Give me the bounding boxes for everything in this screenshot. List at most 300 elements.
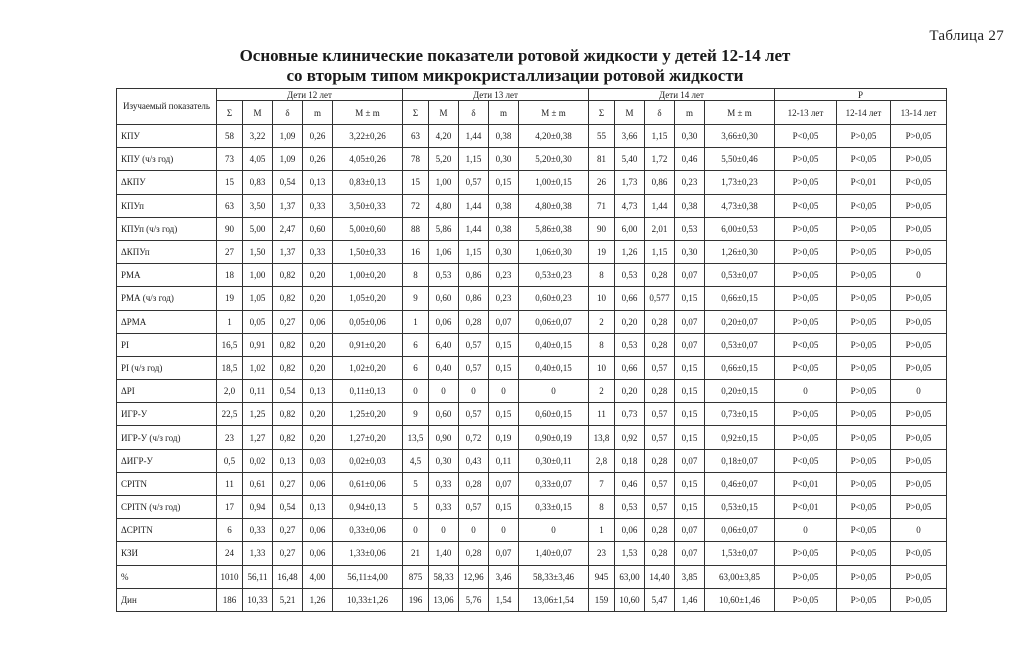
- value-cell: 1,00: [429, 171, 459, 194]
- value-cell: 1,25: [243, 403, 273, 426]
- indicator-name-cell: PI (ч/з год): [117, 356, 217, 379]
- value-cell: 0,38: [489, 217, 519, 240]
- value-cell: 0,15: [489, 356, 519, 379]
- value-cell: 11: [589, 403, 615, 426]
- value-cell: 3,22: [243, 125, 273, 148]
- value-cell: 0,57: [645, 403, 675, 426]
- value-cell: P>0,05: [775, 542, 837, 565]
- value-cell: 58: [217, 125, 243, 148]
- value-cell: 0,91±0,20: [333, 333, 403, 356]
- value-cell: 1,44: [459, 194, 489, 217]
- value-cell: 0,07: [675, 449, 705, 472]
- header-row-groups: [117, 89, 947, 101]
- value-cell: 0,86: [459, 287, 489, 310]
- value-cell: 1,73±0,23: [705, 171, 775, 194]
- value-cell: P<0,05: [837, 496, 891, 519]
- value-cell: 56,11±4,00: [333, 565, 403, 588]
- value-cell: 0: [775, 380, 837, 403]
- value-cell: 0: [891, 264, 947, 287]
- value-cell: 0,57: [459, 333, 489, 356]
- value-cell: 8: [589, 333, 615, 356]
- p-subcolumn-header: 12-13 лет: [775, 101, 837, 125]
- value-cell: 90: [217, 217, 243, 240]
- value-cell: 0,57: [645, 496, 675, 519]
- value-cell: P>0,05: [891, 356, 947, 379]
- value-cell: 0,18±0,07: [705, 449, 775, 472]
- value-cell: 0,33: [243, 519, 273, 542]
- value-cell: 0: [403, 380, 429, 403]
- value-cell: 0,02: [243, 449, 273, 472]
- table-row: [117, 356, 947, 379]
- value-cell: 0,82: [273, 426, 303, 449]
- table-row: [117, 125, 947, 148]
- value-cell: 21: [403, 542, 429, 565]
- value-cell: 0,18: [615, 449, 645, 472]
- value-cell: P>0,05: [891, 125, 947, 148]
- value-cell: 1010: [217, 565, 243, 588]
- value-cell: 1,50: [243, 240, 273, 263]
- value-cell: 1,15: [459, 148, 489, 171]
- indicator-name-cell: ΔИГР-У: [117, 449, 217, 472]
- indicator-name-cell: ΔCPITN: [117, 519, 217, 542]
- value-cell: 0,33±0,15: [519, 496, 589, 519]
- value-cell: 0,28: [459, 472, 489, 495]
- value-cell: 875: [403, 565, 429, 588]
- table-row: [117, 264, 947, 287]
- value-cell: 16,48: [273, 565, 303, 588]
- value-cell: 0,15: [489, 333, 519, 356]
- value-cell: P>0,05: [891, 449, 947, 472]
- table-row: [117, 496, 947, 519]
- value-cell: 0,83: [243, 171, 273, 194]
- value-cell: 0,30: [675, 240, 705, 263]
- value-cell: 0: [891, 519, 947, 542]
- value-cell: P>0,05: [891, 333, 947, 356]
- value-cell: 1: [403, 310, 429, 333]
- value-cell: 3,85: [675, 565, 705, 588]
- value-cell: 0,19: [489, 426, 519, 449]
- value-cell: 13,8: [589, 426, 615, 449]
- value-cell: 1,06: [429, 240, 459, 263]
- value-cell: 0,20: [615, 310, 645, 333]
- value-cell: 78: [403, 148, 429, 171]
- value-cell: 0,94±0,13: [333, 496, 403, 519]
- value-cell: P>0,05: [891, 588, 947, 611]
- value-cell: 0,30: [675, 125, 705, 148]
- value-cell: 0,66±0,15: [705, 356, 775, 379]
- value-cell: 1,15: [645, 125, 675, 148]
- value-cell: 9: [403, 287, 429, 310]
- value-cell: 0,11: [489, 449, 519, 472]
- value-cell: 0: [891, 380, 947, 403]
- value-cell: 18,5: [217, 356, 243, 379]
- subcolumn-header: m: [489, 101, 519, 125]
- value-cell: 0,38: [675, 194, 705, 217]
- value-cell: 0: [775, 519, 837, 542]
- value-cell: 0,13: [273, 449, 303, 472]
- indicator-name-cell: КПУп: [117, 194, 217, 217]
- value-cell: 0,06±0,07: [519, 310, 589, 333]
- value-cell: 0,53±0,15: [705, 496, 775, 519]
- p-subcolumn-header: 13-14 лет: [891, 101, 947, 125]
- value-cell: P>0,05: [891, 565, 947, 588]
- value-cell: 0,92: [615, 426, 645, 449]
- value-cell: 0,54: [273, 380, 303, 403]
- value-cell: 0: [459, 519, 489, 542]
- value-cell: 0,15: [489, 403, 519, 426]
- value-cell: 0,15: [675, 496, 705, 519]
- indicator-name-cell: ΔPI: [117, 380, 217, 403]
- value-cell: P>0,05: [775, 217, 837, 240]
- value-cell: 5,00: [243, 217, 273, 240]
- value-cell: 5,76: [459, 588, 489, 611]
- value-cell: 15: [403, 171, 429, 194]
- value-cell: 9: [403, 403, 429, 426]
- indicator-name-cell: КПУ (ч/з год): [117, 148, 217, 171]
- value-cell: 10: [589, 287, 615, 310]
- value-cell: 1,53: [615, 542, 645, 565]
- value-cell: 0,28: [645, 264, 675, 287]
- value-cell: 0,33: [303, 194, 333, 217]
- indicator-header: Изучаемый показатель: [117, 89, 217, 125]
- value-cell: P<0,01: [775, 496, 837, 519]
- value-cell: 4,73±0,38: [705, 194, 775, 217]
- value-cell: 0,26: [303, 148, 333, 171]
- value-cell: P>0,05: [891, 148, 947, 171]
- table-number-label: Таблица 27: [929, 28, 1004, 44]
- value-cell: 0,20: [615, 380, 645, 403]
- value-cell: 0,86: [645, 171, 675, 194]
- value-cell: 1,72: [645, 148, 675, 171]
- table-body: [117, 125, 947, 612]
- value-cell: 5,20: [429, 148, 459, 171]
- value-cell: 0,61: [243, 472, 273, 495]
- value-cell: 16: [403, 240, 429, 263]
- value-cell: 0,30: [489, 148, 519, 171]
- value-cell: P>0,05: [837, 403, 891, 426]
- value-cell: 1,46: [675, 588, 705, 611]
- value-cell: P>0,05: [891, 472, 947, 495]
- value-cell: P>0,05: [837, 264, 891, 287]
- value-cell: 63: [403, 125, 429, 148]
- value-cell: 3,50±0,33: [333, 194, 403, 217]
- value-cell: P>0,05: [837, 356, 891, 379]
- subcolumn-header: М: [243, 101, 273, 125]
- value-cell: 63,00: [615, 565, 645, 588]
- value-cell: 0,82: [273, 403, 303, 426]
- subcolumn-header: Σ: [217, 101, 243, 125]
- value-cell: 71: [589, 194, 615, 217]
- subcolumn-header: М: [429, 101, 459, 125]
- value-cell: 1,27±0,20: [333, 426, 403, 449]
- value-cell: P>0,05: [891, 240, 947, 263]
- value-cell: 0,11: [243, 380, 273, 403]
- value-cell: 0: [489, 380, 519, 403]
- value-cell: 0: [429, 380, 459, 403]
- value-cell: 0,28: [645, 519, 675, 542]
- title-line-2: со вторым типом микрокристаллизации ротовой жидкости: [286, 66, 744, 85]
- value-cell: 0,07: [489, 472, 519, 495]
- value-cell: 0,60: [429, 403, 459, 426]
- value-cell: 0,23: [489, 264, 519, 287]
- value-cell: 0,06: [303, 542, 333, 565]
- value-cell: 0,20: [303, 264, 333, 287]
- subcolumn-header: m: [303, 101, 333, 125]
- value-cell: 0,15: [489, 171, 519, 194]
- value-cell: 10,60±1,46: [705, 588, 775, 611]
- value-cell: 1,25±0,20: [333, 403, 403, 426]
- value-cell: 0,07: [675, 519, 705, 542]
- table-row: [117, 426, 947, 449]
- value-cell: 6: [403, 356, 429, 379]
- value-cell: P>0,05: [837, 125, 891, 148]
- value-cell: 3,66: [615, 125, 645, 148]
- value-cell: 0,15: [675, 380, 705, 403]
- group-14-years-header: Дети 14 лет: [589, 89, 775, 101]
- value-cell: P>0,05: [775, 588, 837, 611]
- value-cell: 11: [217, 472, 243, 495]
- subcolumn-header: М ± m: [519, 101, 589, 125]
- value-cell: 0,92±0,15: [705, 426, 775, 449]
- value-cell: 0,27: [273, 472, 303, 495]
- value-cell: 13,5: [403, 426, 429, 449]
- value-cell: 0,20: [303, 426, 333, 449]
- value-cell: 0,53±0,07: [705, 333, 775, 356]
- indicator-name-cell: РМА (ч/з год): [117, 287, 217, 310]
- value-cell: 19: [217, 287, 243, 310]
- value-cell: 2: [589, 310, 615, 333]
- value-cell: 3,46: [489, 565, 519, 588]
- value-cell: P>0,05: [891, 310, 947, 333]
- value-cell: 0,02±0,03: [333, 449, 403, 472]
- value-cell: P>0,05: [775, 287, 837, 310]
- value-cell: 0,82: [273, 287, 303, 310]
- value-cell: 1,44: [459, 217, 489, 240]
- value-cell: 0,54: [273, 496, 303, 519]
- value-cell: 73: [217, 148, 243, 171]
- value-cell: 0,33±0,07: [519, 472, 589, 495]
- value-cell: 0,53: [615, 496, 645, 519]
- value-cell: 5,21: [273, 588, 303, 611]
- value-cell: 1,05: [243, 287, 273, 310]
- value-cell: 1,02: [243, 356, 273, 379]
- value-cell: P<0,05: [837, 148, 891, 171]
- table-row: [117, 217, 947, 240]
- value-cell: 1,06±0,30: [519, 240, 589, 263]
- value-cell: 4,80: [429, 194, 459, 217]
- value-cell: 18: [217, 264, 243, 287]
- value-cell: 0,27: [273, 542, 303, 565]
- value-cell: 12,96: [459, 565, 489, 588]
- value-cell: 0,07: [675, 310, 705, 333]
- value-cell: 1,00±0,15: [519, 171, 589, 194]
- value-cell: 6: [217, 519, 243, 542]
- value-cell: P>0,05: [837, 588, 891, 611]
- value-cell: 5,00±0,60: [333, 217, 403, 240]
- indicator-name-cell: PI: [117, 333, 217, 356]
- value-cell: P>0,05: [837, 449, 891, 472]
- value-cell: 0,07: [675, 333, 705, 356]
- value-cell: 0,33±0,06: [333, 519, 403, 542]
- value-cell: 1,73: [615, 171, 645, 194]
- value-cell: 4,20±0,38: [519, 125, 589, 148]
- value-cell: 1,37: [273, 194, 303, 217]
- value-cell: 1,37: [273, 240, 303, 263]
- value-cell: P>0,05: [837, 217, 891, 240]
- table-title: [0, 46, 1030, 86]
- value-cell: 0,73±0,15: [705, 403, 775, 426]
- value-cell: 0,57: [645, 356, 675, 379]
- value-cell: 0,40: [429, 356, 459, 379]
- value-cell: 0,28: [645, 333, 675, 356]
- value-cell: 10,33±1,26: [333, 588, 403, 611]
- value-cell: 0,07: [675, 542, 705, 565]
- indicator-name-cell: ΔКПУп: [117, 240, 217, 263]
- value-cell: 13,06±1,54: [519, 588, 589, 611]
- value-cell: 1: [589, 519, 615, 542]
- value-cell: 0,90: [429, 426, 459, 449]
- value-cell: 55: [589, 125, 615, 148]
- value-cell: 4,20: [429, 125, 459, 148]
- value-cell: 26: [589, 171, 615, 194]
- value-cell: 56,11: [243, 565, 273, 588]
- value-cell: P>0,05: [775, 403, 837, 426]
- value-cell: 0,40±0,15: [519, 333, 589, 356]
- value-cell: 0,05±0,06: [333, 310, 403, 333]
- value-cell: 14,40: [645, 565, 675, 588]
- value-cell: 0,06±0,07: [705, 519, 775, 542]
- value-cell: 0,06: [303, 519, 333, 542]
- group-13-years-header: Дети 13 лет: [403, 89, 589, 101]
- value-cell: 1,40±0,07: [519, 542, 589, 565]
- table-row: [117, 240, 947, 263]
- indicator-name-cell: КПУп (ч/з год): [117, 217, 217, 240]
- group-12-years-header: Дети 12 лет: [217, 89, 403, 101]
- indicator-name-cell: CPITN (ч/з год): [117, 496, 217, 519]
- value-cell: P>0,05: [775, 264, 837, 287]
- value-cell: 1,26: [303, 588, 333, 611]
- value-cell: 5: [403, 472, 429, 495]
- value-cell: 0,06: [429, 310, 459, 333]
- indicator-name-cell: РМА: [117, 264, 217, 287]
- value-cell: 186: [217, 588, 243, 611]
- value-cell: 22,5: [217, 403, 243, 426]
- value-cell: 0,5: [217, 449, 243, 472]
- value-cell: P>0,05: [775, 310, 837, 333]
- value-cell: P>0,05: [837, 472, 891, 495]
- value-cell: 0,40±0,15: [519, 356, 589, 379]
- value-cell: 90: [589, 217, 615, 240]
- table-row: [117, 565, 947, 588]
- value-cell: 0: [489, 519, 519, 542]
- value-cell: 0,72: [459, 426, 489, 449]
- value-cell: 1,27: [243, 426, 273, 449]
- value-cell: 8: [589, 264, 615, 287]
- value-cell: 0,46: [675, 148, 705, 171]
- value-cell: 0,60±0,23: [519, 287, 589, 310]
- value-cell: 5,50±0,46: [705, 148, 775, 171]
- value-cell: 1,26: [615, 240, 645, 263]
- value-cell: P>0,05: [775, 240, 837, 263]
- value-cell: 1,09: [273, 125, 303, 148]
- value-cell: 6,00±0,53: [705, 217, 775, 240]
- value-cell: 23: [217, 426, 243, 449]
- value-cell: 0,57: [645, 426, 675, 449]
- value-cell: 5,47: [645, 588, 675, 611]
- value-cell: 0,15: [675, 403, 705, 426]
- subcolumn-header: δ: [459, 101, 489, 125]
- value-cell: 0,53±0,23: [519, 264, 589, 287]
- value-cell: 0,30±0,11: [519, 449, 589, 472]
- value-cell: 1,02±0,20: [333, 356, 403, 379]
- value-cell: 0,60±0,15: [519, 403, 589, 426]
- value-cell: 0,82: [273, 333, 303, 356]
- value-cell: 1,00: [243, 264, 273, 287]
- value-cell: 0,05: [243, 310, 273, 333]
- value-cell: 0,38: [489, 125, 519, 148]
- value-cell: P<0,05: [891, 171, 947, 194]
- value-cell: 0,15: [675, 426, 705, 449]
- value-cell: 58,33±3,46: [519, 565, 589, 588]
- value-cell: 3,66±0,30: [705, 125, 775, 148]
- value-cell: 3,22±0,26: [333, 125, 403, 148]
- value-cell: P<0,05: [775, 125, 837, 148]
- value-cell: 0,20: [303, 356, 333, 379]
- indicator-name-cell: ИГР-У: [117, 403, 217, 426]
- value-cell: 0,07: [489, 310, 519, 333]
- value-cell: 3,50: [243, 194, 273, 217]
- value-cell: 0,03: [303, 449, 333, 472]
- value-cell: 1,44: [459, 125, 489, 148]
- value-cell: 6: [403, 333, 429, 356]
- value-cell: 0,66: [615, 356, 645, 379]
- indicator-name-cell: Дин: [117, 588, 217, 611]
- value-cell: 0,53: [615, 264, 645, 287]
- value-cell: 0,30: [429, 449, 459, 472]
- value-cell: 2: [589, 380, 615, 403]
- value-cell: 0,07: [675, 264, 705, 287]
- value-cell: 5,20±0,30: [519, 148, 589, 171]
- value-cell: 13,06: [429, 588, 459, 611]
- value-cell: 72: [403, 194, 429, 217]
- value-cell: 0,07: [489, 542, 519, 565]
- title-line-1: Основные клинические показатели ротовой жидкости у детей 12-14 лет: [239, 46, 791, 65]
- value-cell: 0,06: [615, 519, 645, 542]
- value-cell: 15: [217, 171, 243, 194]
- value-cell: 4,5: [403, 449, 429, 472]
- value-cell: 10: [589, 356, 615, 379]
- indicator-name-cell: CPITN: [117, 472, 217, 495]
- value-cell: P<0,01: [775, 472, 837, 495]
- value-cell: 0,60: [429, 287, 459, 310]
- value-cell: 0,13: [303, 171, 333, 194]
- value-cell: P>0,05: [837, 240, 891, 263]
- value-cell: 23: [589, 542, 615, 565]
- value-cell: P>0,05: [775, 426, 837, 449]
- value-cell: P>0,05: [891, 426, 947, 449]
- value-cell: 0,28: [645, 380, 675, 403]
- value-cell: 0,57: [459, 356, 489, 379]
- value-cell: 81: [589, 148, 615, 171]
- subcolumn-header: М: [615, 101, 645, 125]
- value-cell: 1,40: [429, 542, 459, 565]
- table-row: [117, 333, 947, 356]
- value-cell: 0,20±0,15: [705, 380, 775, 403]
- value-cell: 0,46: [615, 472, 645, 495]
- value-cell: 0,23: [489, 287, 519, 310]
- value-cell: 0,20±0,07: [705, 310, 775, 333]
- value-cell: 0,577: [645, 287, 675, 310]
